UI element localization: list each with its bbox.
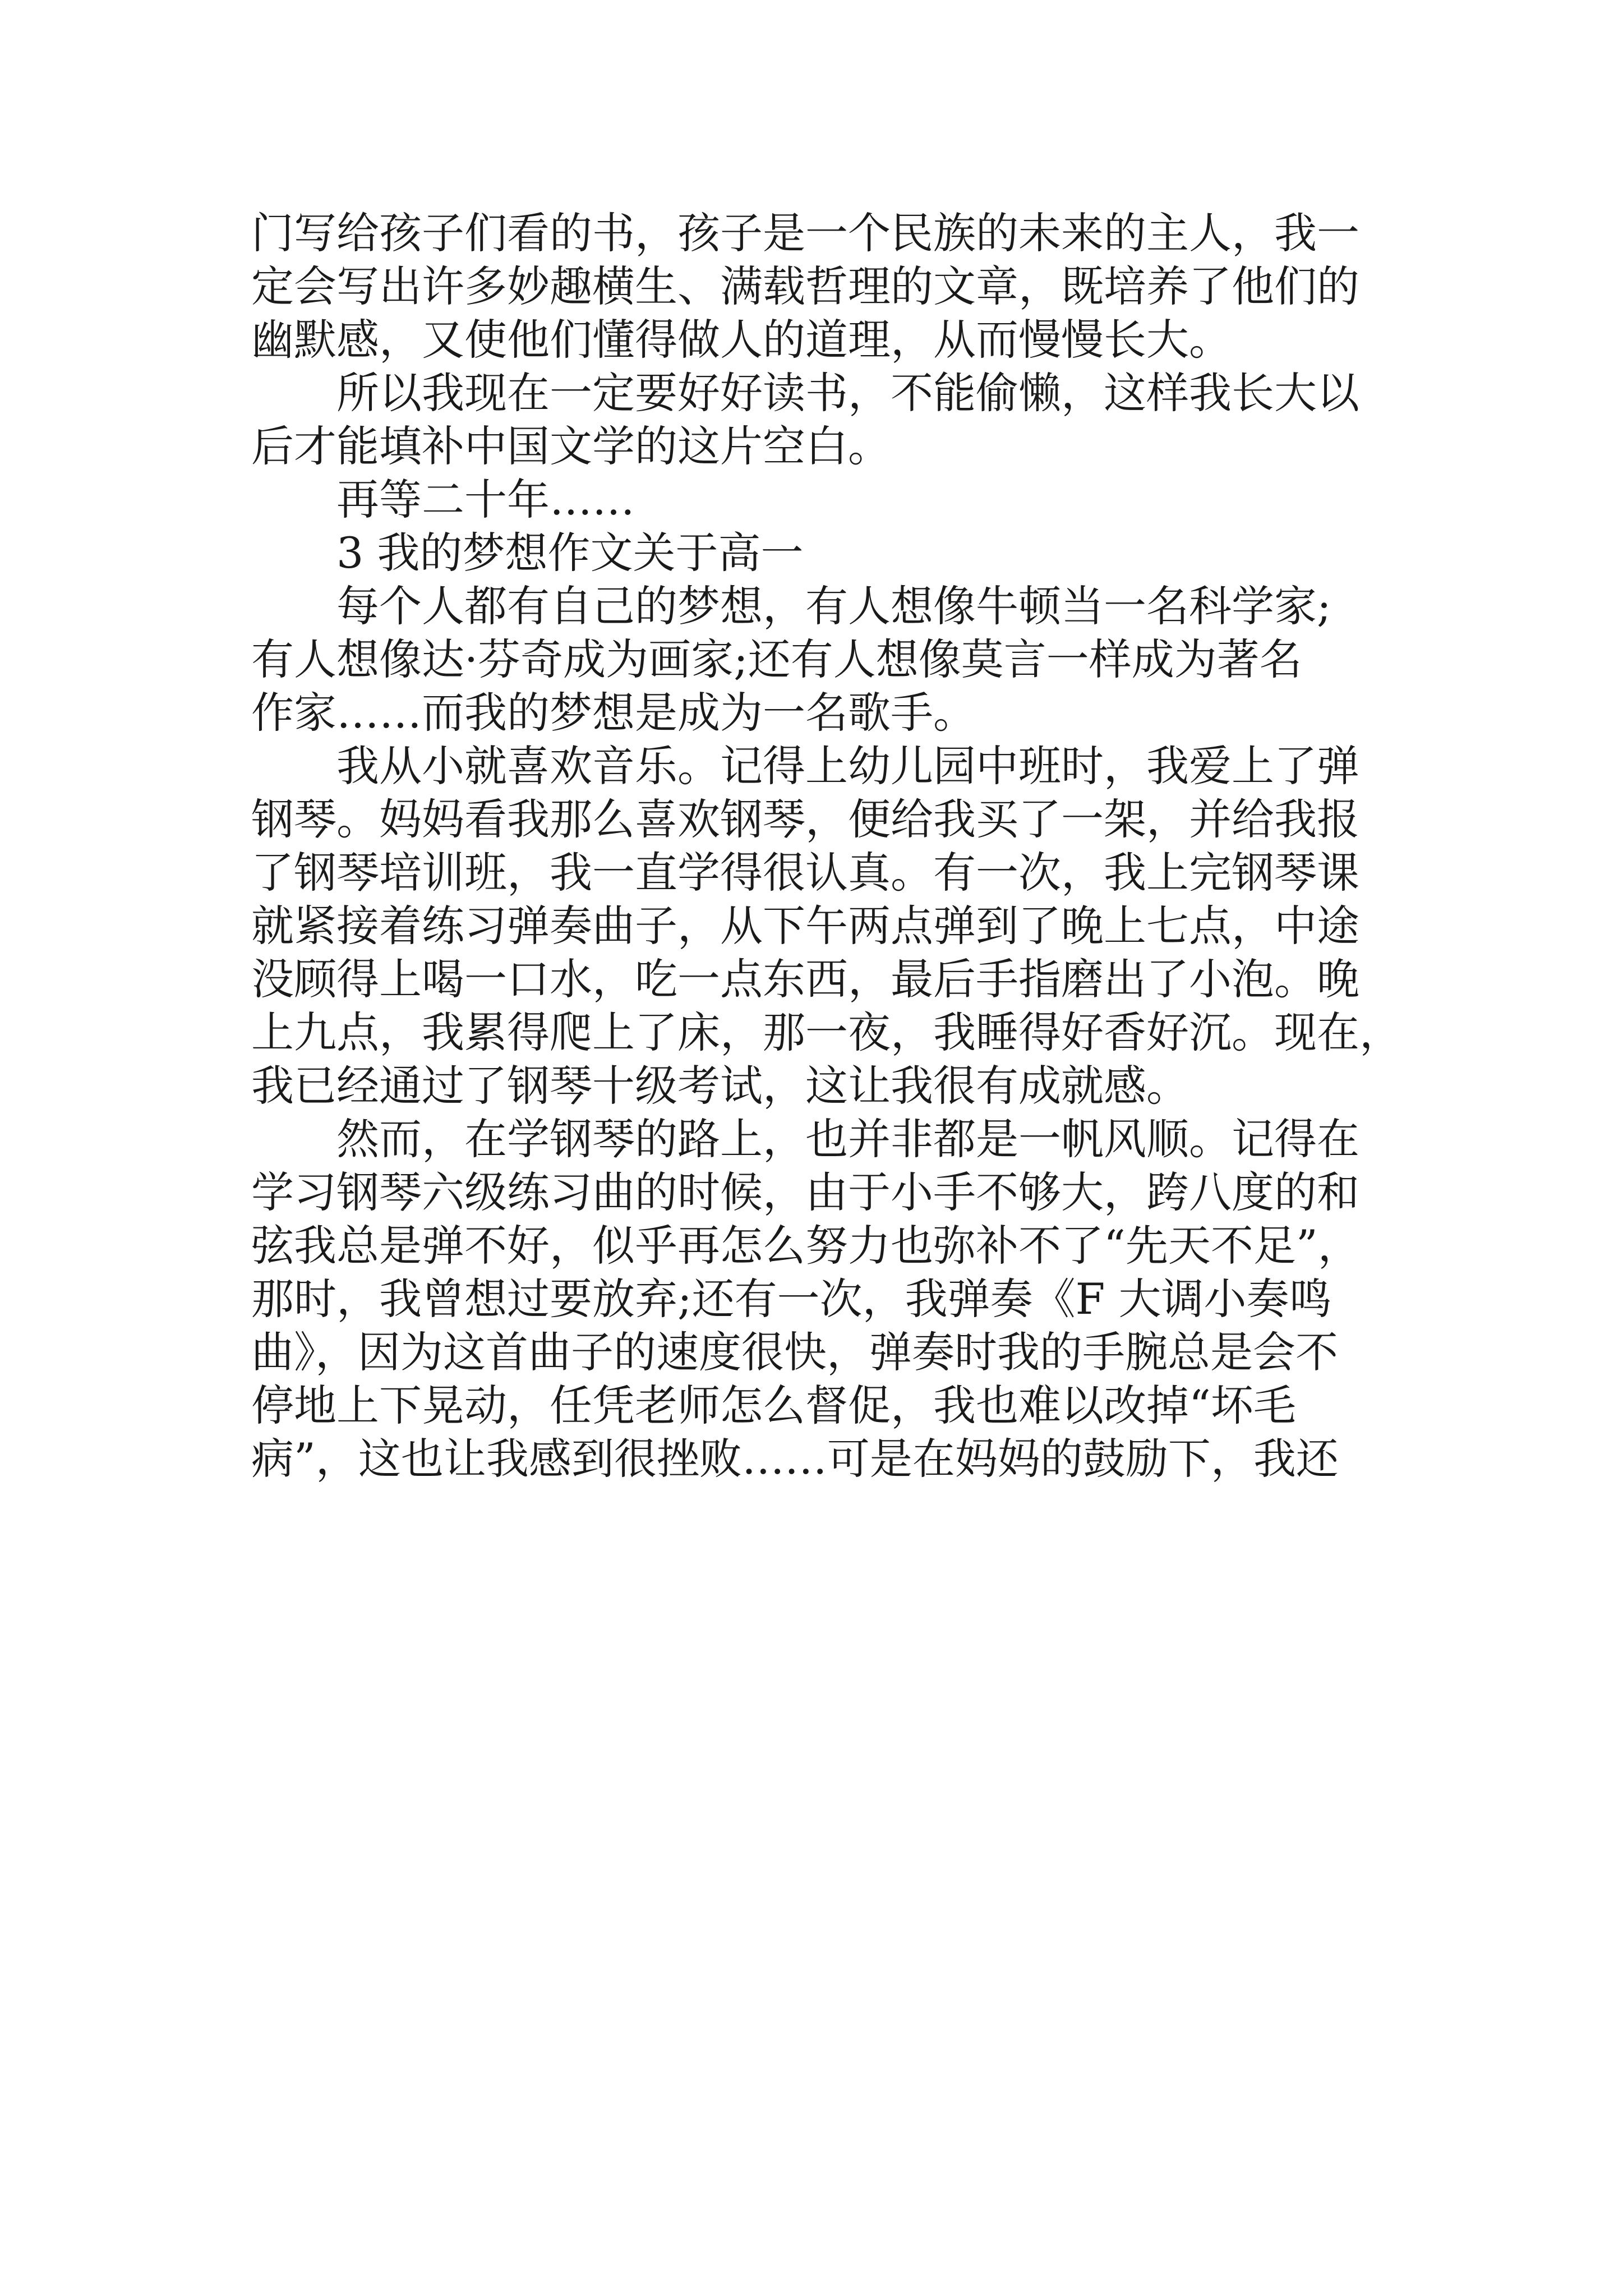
text-line-2: 定会写出许多妙趣横生、满载哲理的文章，既培养了他们的 [251,261,1359,311]
text-line-13: 了钢琴培训班，我一直学得很认真。有一次，我上完钢琴课 [251,848,1359,898]
text-line-10: 作家……而我的梦想是成为一名歌手。 [251,688,976,738]
text-line-21: 那时，我曾想过要放弃;还有一次，我弹奏《F 大调小奏鸣 [251,1274,1332,1324]
text-line-15: 没顾得上喝一口水，吃一点东西，最后手指磨出了小泡。晚 [251,954,1359,1004]
text-line-5: 后才能填补中国文学的这片空白。 [251,421,891,471]
text-line-9: 有人想像达·芬奇成为画家;还有人想像莫言一样成为著名 [251,634,1302,684]
text-line-22: 曲》，因为这首曲子的速度很快，弹奏时我的手腕总是会不 [251,1327,1338,1377]
paragraph-start-study-hard: 所以我现在一定要好好读书，不能偷懒，这样我长大以 [336,368,1359,418]
document-text [251,208,1402,1491]
paragraph-start-music: 我从小就喜欢音乐。记得上幼儿园中班时，我爱上了弹 [336,741,1359,791]
text-line-23: 停地上下晃动，任凭老师怎么督促，我也难以改掉“坏毛 [251,1381,1296,1430]
paragraph-wait-twenty-years: 再等二十年…… [336,475,635,524]
section-title: 3 我的梦想作文关于高一 [336,528,804,578]
text-line-3: 幽默感，又使他们懂得做人的道理，从而慢慢长大。 [251,315,1232,365]
text-line-16: 上九点，我累得爬上了床，那一夜，我睡得好香好沉。现在， [251,1007,1402,1057]
paragraph-start-dreams: 每个人都有自己的梦想，有人想像牛顿当一名科学家; [336,581,1331,631]
text-line-19: 学习钢琴六级练习曲的时候，由于小手不够大，跨八度的和 [251,1167,1359,1217]
paragraph-start-challenges: 然而，在学钢琴的路上，也并非都是一帆风顺。记得在 [336,1114,1359,1164]
text-line-24: 病”，这也让我感到很挫败……可是在妈妈的鼓励下，我还 [251,1434,1339,1484]
text-line-14: 就紧接着练习弹奏曲子，从下午两点弹到了晚上七点，中途 [251,901,1359,951]
text-line-12: 钢琴。妈妈看我那么喜欢钢琴，便给我买了一架，并给我报 [251,794,1359,844]
text-line-17: 我已经通过了钢琴十级考试，这让我很有成就感。 [251,1061,1189,1111]
text-line-20: 弦我总是弹不好，似乎再怎么努力也弥补不了“先天不足”， [251,1221,1361,1271]
text-line-1: 门写给孩子们看的书，孩子是一个民族的未来的主人，我一 [251,208,1359,258]
